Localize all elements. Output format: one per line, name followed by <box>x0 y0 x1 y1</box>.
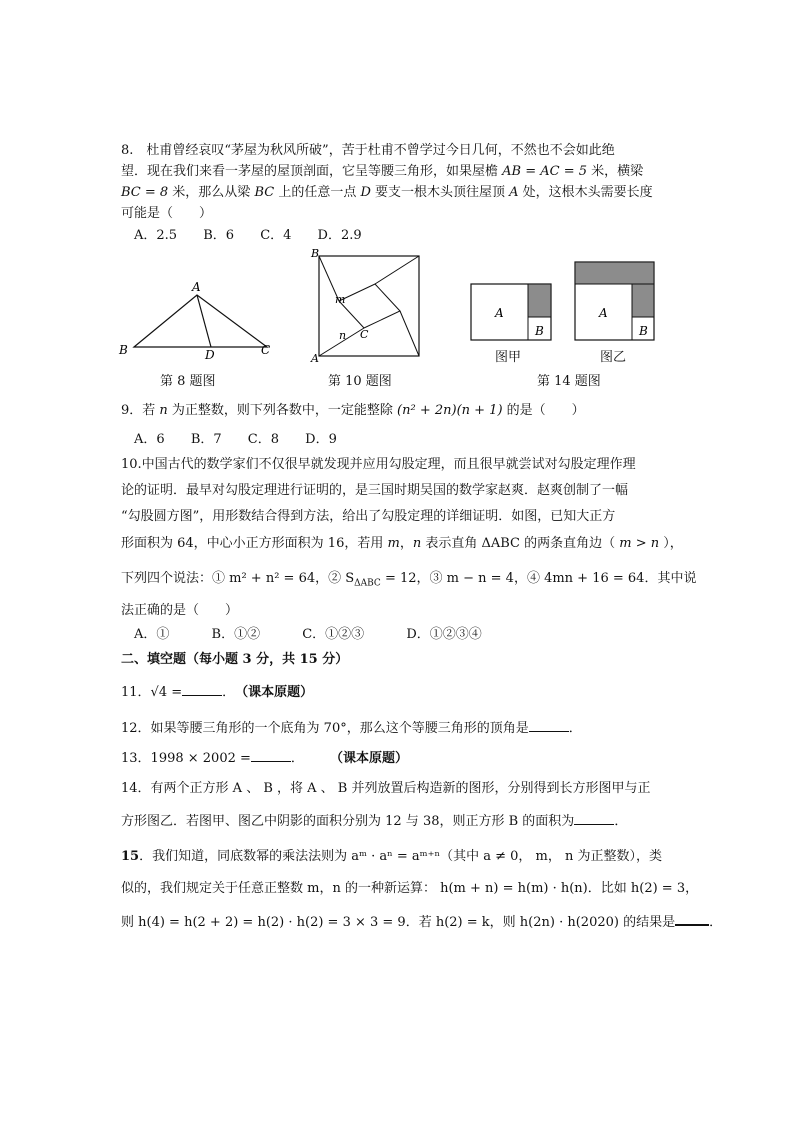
q10-option-a: A．① <box>134 627 170 642</box>
q14-answer-blank[interactable] <box>574 812 614 825</box>
q11: 11．√4 = ． （课本原题） <box>121 685 314 700</box>
fig14-caption: 第 14 题图 <box>537 374 601 389</box>
figure-8-triangle <box>115 280 285 360</box>
q9-option-a: A．6 <box>134 432 165 447</box>
q10-line4: 形面积为 64，中心小正方形面积为 16，若用 m，n 表示直角 ΔABC 的两条直角边（ m > n ）， <box>121 536 683 551</box>
q8-option-b: B．6 <box>203 228 235 243</box>
section-heading-fill-in: 二、填空题（每小题 3 分，共 15 分） <box>121 652 349 667</box>
q9-option-b: B．7 <box>190 432 222 447</box>
q10-options <box>134 626 504 644</box>
fig14-yi-label-a: A <box>599 306 608 320</box>
q9-stem: 9．若 n 为正整数，则下列各数中，一定能整除 (n² + 2n)(n + 1) 的是（ ） <box>121 403 585 418</box>
q8-line3: BC = 8 米，那么从梁 BC 上的任意一点 D 要支一根木头顶往屋顶 A 处，这根木头需要长度 <box>121 185 653 200</box>
fig10-label-c: C <box>360 328 369 341</box>
fig8-label-d: D <box>205 348 215 360</box>
fig8-label-a: A <box>192 280 201 294</box>
fig10-label-a: A <box>311 352 319 364</box>
q15-line1: 15．我们知道，同底数幂的乘法法则为 aᵐ · aⁿ = aᵐ⁺ⁿ（其中 a ≠ 0， m， n 为正整数），类 <box>121 849 662 864</box>
q9-option-c: C．8 <box>247 432 279 447</box>
q13: 13．1998 × 2002 = ． （课本原题） <box>121 751 408 766</box>
q13-answer-blank[interactable] <box>251 749 291 762</box>
q15-line3: 则 h(4) = h(2 + 2) = h(2) · h(2) = 3 × 3 = 9．若 h(2) = k，则 h(2n) · h(2020) 的结果是 ． <box>121 912 722 932</box>
fig8-label-c: C <box>261 343 271 357</box>
q10-line5: 下列四个说法：① m² + n² = 64，② $S_{\Delta ABC} = 12$，③ m − n = 4，④ 4mn + 16 = 64．其中说 <box>121 571 697 589</box>
q10-option-b: B．①② <box>211 627 261 642</box>
fig14-jia-label-b: B <box>535 324 544 338</box>
q12: 12．如果等腰三角形的一个底角为 70°，那么这个等腰三角形的顶角是 ． <box>121 721 582 736</box>
q15-line2: 似的，我们规定关于任意正整数 m，n 的一种新运算： h(m + n) = h(m) · h(n)．比如 h(2) = 3， <box>121 881 699 896</box>
q8-option-a: A．2.5 <box>134 228 178 243</box>
fig14-yi-label: 图乙 <box>600 350 627 365</box>
q10-line3: “勾股圆方图”，用形数结合得到方法，给出了勾股定理的详细证明．如图，已知大正方 <box>121 509 616 524</box>
q10-line6: 法正确的是（ ） <box>121 603 239 618</box>
q8-options <box>134 227 384 245</box>
fig14-jia-label: 图甲 <box>495 350 522 365</box>
fig10-label-m: m <box>335 293 346 306</box>
fig14-yi-label-b: B <box>639 324 648 338</box>
q11-answer-blank[interactable] <box>182 683 222 696</box>
q10-option-c: C．①②③ <box>302 627 365 642</box>
figure-10-square <box>305 246 430 364</box>
fig10-label-n: n <box>339 329 347 342</box>
q9-options <box>134 431 359 449</box>
q8-line2: 望．现在我们来看一茅屋的屋顶剖面，它呈等腰三角形，如果屋檐 AB = AC = 5 米，横梁 <box>121 164 644 179</box>
q8-line4: 可能是（ ） <box>121 206 213 221</box>
fig10-caption: 第 10 题图 <box>328 374 392 389</box>
fig8-caption: 第 8 题图 <box>160 374 216 389</box>
fig10-label-b: B <box>311 247 320 260</box>
q10-line1: 10.中国古代的数学家们不仅很早就发现并应用勾股定理，而且很早就尝试对勾股定理作理 <box>121 457 636 472</box>
q15-answer-blank[interactable] <box>675 912 709 926</box>
q9-option-d: D．9 <box>305 432 337 447</box>
q8-option-c: C．4 <box>260 228 292 243</box>
q12-answer-blank[interactable] <box>529 719 569 732</box>
q10-line2: 论的证明．最早对勾股定理进行证明的，是三国时期吴国的数学家赵爽．赵爽创制了一幅 <box>121 483 629 498</box>
figure-14-squares <box>465 255 665 345</box>
q10-option-d: D．①②③④ <box>406 627 482 642</box>
q14-line1: 14．有两个正方形 A 、 B ，将 A 、 B 并列放置后构造新的图形，分别得到长方形图甲与正 <box>121 781 651 796</box>
fig8-label-b: B <box>119 343 128 357</box>
q8-line1: 8. 杜甫曾经哀叹“茅屋为秋风所破”，苦于杜甫不曾学过今日几何，不然也不会如此绝 <box>121 143 615 158</box>
q8-option-d: D．2.9 <box>317 228 362 243</box>
q14-line2: 方形图乙．若图甲、图乙中阴影的面积分别为 12 与 38，则正方形 B 的面积为 ． <box>121 814 628 829</box>
fig14-jia-label-a: A <box>495 306 504 320</box>
